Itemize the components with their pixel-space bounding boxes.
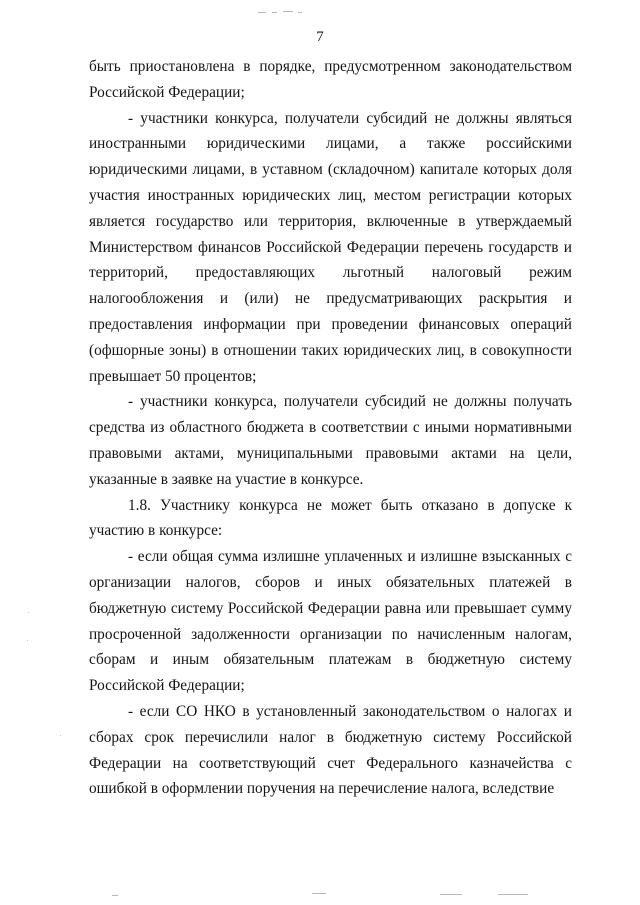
paragraph-foreign-entities: - участники конкурса, получатели субсидий не должны являться иностранными юридическими лицами, а также российскими юридическими лицами, в уставном (складочном) капитале которых доля участия иностранных юридических лиц, местом регистрации которых является государство или территория, включенные в утверждаемый Министерством финансов Российской Федерации перечень государств и территорий, предоставляющих льготный налоговый режим налогообложения и (или) не предусматривающих раскрытия и предоставления информации при проведении финансовых операций (офшорные зоны) в отношении таких юридических лиц, в совокупности превышает 50 процентов;	[89, 109, 572, 385]
paragraph-regional-budget: - участники конкурса, получатели субсидий не должны получать средства из областного бюджета в соответствии с иными нормативными правовыми актами, муниципальными правовыми актами на цели, указанные в заявке на участие в конкурсе.	[89, 393, 572, 488]
scan-artifact	[258, 12, 266, 13]
scan-artifact	[60, 735, 61, 736]
page-number: 7	[316, 29, 324, 45]
scan-artifact	[27, 640, 28, 641]
scan-artifact	[283, 11, 293, 12]
paragraph-continuation: быть приостановлена в порядке, предусмотренном законодательством Российской Федерации;	[89, 58, 572, 101]
scan-artifact	[440, 894, 462, 895]
scan-artifact	[312, 893, 326, 894]
scan-artifact	[28, 612, 29, 613]
scan-artifact	[298, 12, 302, 13]
scan-artifact	[498, 894, 528, 895]
paragraph-tax-overpayment: - если общая сумма излишне уплаченных и излишне взысканных с организации налогов, сборов и иных обязательных платежей в бюджетную систему Российской Федерации равна или превышает сумму просроченной задолженности организации по начисленным налогам, сборам и иным обязательным платежам в бюджетную систему Российской Федерации;	[89, 548, 572, 695]
document-body	[89, 54, 572, 802]
paragraph-section-1-8: 1.8. Участнику конкурса не может быть отказано в допуске к участию в конкурсе:	[89, 496, 572, 540]
paragraph-tax-payment-error: - если СО НКО в установленный законодательством о налогах и сборах срок перечислили налог в бюджетную систему Российской Федерации на соответствующий счет Федерального казначейства с ошибкой в оформлении поручения на перечисление налога, вследствие	[89, 702, 572, 798]
scan-artifact	[272, 12, 277, 13]
scan-artifact	[112, 895, 118, 896]
